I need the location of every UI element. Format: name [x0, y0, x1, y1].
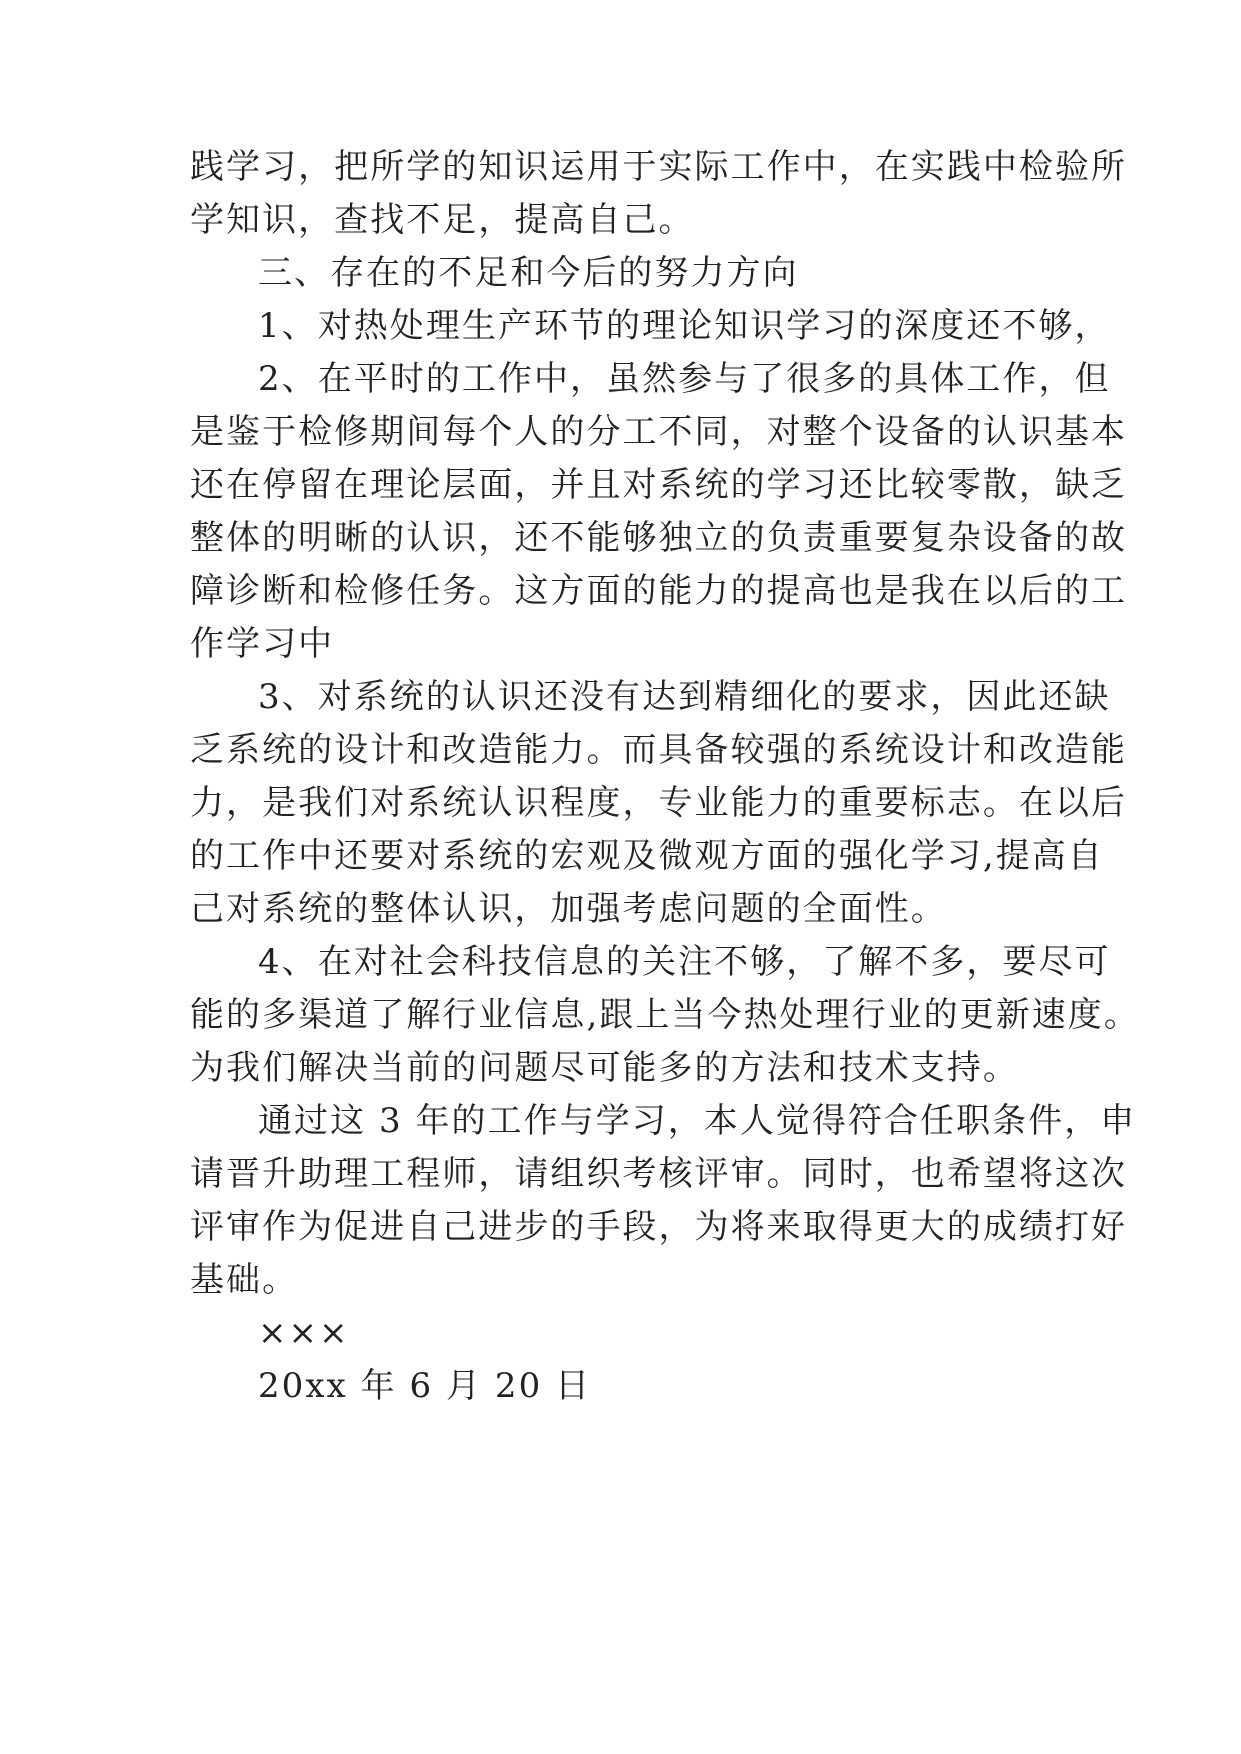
body-text-line: 作学习中 — [190, 624, 335, 664]
body-text-line: 践学习，把所学的知识运用于实际工作中，在实践中检验所 — [190, 147, 1128, 187]
body-text-line: 基础。 — [190, 1260, 299, 1300]
body-text-line: 己对系统的整体认识，加强考虑问题的全面性。 — [190, 889, 947, 929]
paragraph-start: 通过这 3 年的工作与学习，本人觉得符合任职条件，申 — [258, 1101, 1137, 1141]
body-text-line: 的工作中还要对系统的宏观及微观方面的强化学习,提高自 — [190, 836, 1104, 876]
body-text-line: 障诊断和检修任务。这方面的能力的提高也是我在以后的工 — [190, 571, 1128, 611]
list-item: 4、在对社会科技信息的关注不够，了解不多，要尽可 — [258, 942, 1111, 982]
body-text-line: 是鉴于检修期间每个人的分工不同，对整个设备的认识基本 — [190, 412, 1128, 452]
body-text-line: 请晋升助理工程师，请组织考核评审。同时，也希望将这次 — [190, 1154, 1128, 1194]
body-text-line: 为我们解决当前的问题尽可能多的方法和技术支持。 — [190, 1048, 1019, 1088]
list-item: 1、对热处理生产环节的理论知识学习的深度还不够， — [258, 306, 1111, 346]
body-text-line: 评审作为促进自己进步的手段，为将来取得更大的成绩打好 — [190, 1207, 1128, 1247]
body-text-line: 整体的明晰的认识，还不能够独立的负责重要复杂设备的故 — [190, 518, 1128, 558]
list-item: 2、在平时的工作中，虽然参与了很多的具体工作，但 — [258, 359, 1111, 399]
body-text-line: 能的多渠道了解行业信息,跟上当今热处理行业的更新速度。 — [190, 995, 1140, 1035]
signature-name: ××× — [258, 1313, 350, 1353]
body-text-line: 力，是我们对系统认识程度，专业能力的重要标志。在以后 — [190, 783, 1128, 823]
body-text-line: 乏系统的设计和改造能力。而具备较强的系统设计和改造能 — [190, 730, 1128, 770]
section-heading: 三、存在的不足和今后的努力方向 — [258, 253, 799, 293]
body-text-line: 还在停留在理论层面，并且对系统的学习还比较零散，缺乏 — [190, 465, 1128, 505]
list-item: 3、对系统的认识还没有达到精细化的要求，因此还缺 — [258, 677, 1111, 717]
body-text-line: 学知识，查找不足，提高自己。 — [190, 200, 695, 240]
signature-date: 20xx 年 6 月 20 日 — [258, 1366, 592, 1406]
